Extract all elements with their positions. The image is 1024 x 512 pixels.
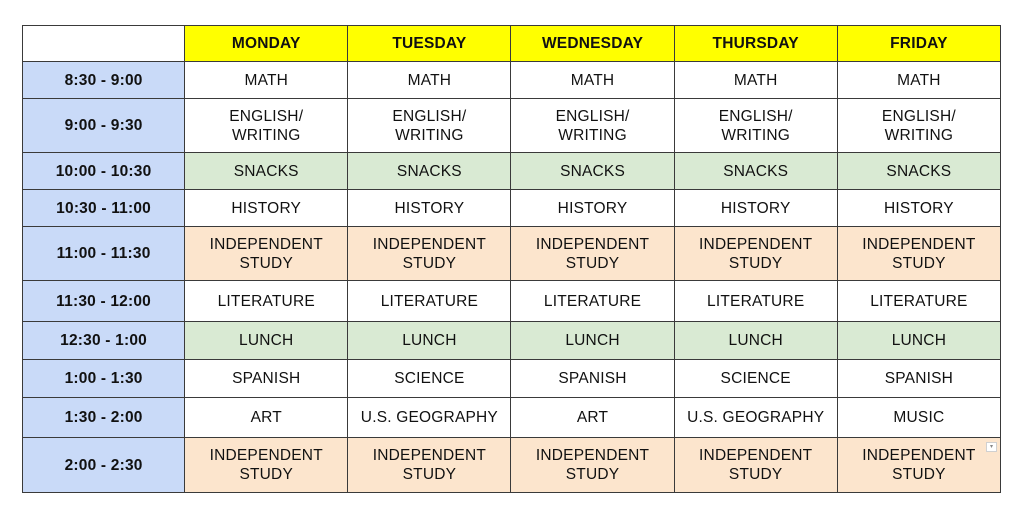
class-label: SCIENCE — [720, 370, 791, 387]
class-label: HISTORY — [557, 199, 628, 217]
day-header-friday[interactable]: FRIDAY — [837, 26, 1000, 62]
class-cell-thursday[interactable] — [674, 153, 837, 190]
class-label: HISTORY — [720, 199, 791, 217]
class-label: U.S. GEOGRAPHY — [360, 409, 498, 426]
class-label: SPANISH — [558, 370, 627, 387]
schedule-row — [23, 99, 1001, 153]
time-slot-cell[interactable]: 11:30 - 12:00 — [23, 281, 185, 322]
class-cell-monday[interactable] — [185, 360, 348, 398]
class-cell-friday[interactable] — [837, 190, 1000, 227]
schedule-body — [23, 62, 1001, 493]
class-label: HISTORY — [231, 199, 302, 217]
class-label: LUNCH — [565, 332, 620, 349]
time-slot-cell[interactable]: 12:30 - 1:00 — [23, 322, 185, 360]
time-slot-cell[interactable]: 1:30 - 2:00 — [23, 398, 185, 438]
class-label: INDEPENDENT — [699, 447, 813, 464]
schedule-row — [23, 281, 1001, 322]
class-cell-friday[interactable] — [837, 398, 1000, 438]
class-label: ENGLISH/ — [881, 107, 956, 125]
time-slot-cell[interactable]: 8:30 - 9:00 — [23, 62, 185, 99]
class-label: SPANISH — [232, 370, 301, 387]
class-label: WRITING — [231, 126, 301, 144]
class-label: INDEPENDENT — [372, 447, 487, 464]
schedule-row — [23, 438, 1001, 493]
class-label: MATH — [733, 71, 778, 89]
class-label: SNACKS — [560, 162, 626, 180]
class-cell-monday[interactable] — [185, 398, 348, 438]
schedule-row — [23, 398, 1001, 438]
schedule-row — [23, 322, 1001, 360]
class-cell-monday[interactable] — [185, 153, 348, 190]
class-label: ENGLISH/ — [718, 107, 793, 125]
schedule-row — [23, 153, 1001, 190]
time-slot-cell[interactable]: 2:00 - 2:30 — [23, 438, 185, 493]
class-cell-thursday[interactable] — [674, 281, 837, 322]
class-label: MATH — [407, 71, 452, 89]
schedule-row — [23, 227, 1001, 281]
class-cell-tuesday[interactable] — [348, 438, 511, 493]
day-header-wednesday[interactable]: WEDNESDAY — [511, 26, 674, 62]
class-label: LUNCH — [402, 332, 457, 349]
class-label: INDEPENDENT — [862, 447, 976, 464]
class-label: ENGLISH/ — [555, 107, 630, 125]
class-label: STUDY — [402, 254, 457, 272]
class-label: SNACKS — [233, 162, 299, 180]
class-label: INDEPENDENT — [209, 447, 323, 464]
class-label: STUDY — [402, 466, 457, 483]
class-cell-tuesday[interactable] — [348, 190, 511, 227]
class-cell-thursday[interactable] — [674, 398, 837, 438]
class-label: SNACKS — [396, 162, 462, 180]
class-cell-tuesday[interactable] — [348, 281, 511, 322]
class-label: INDEPENDENT — [372, 235, 487, 253]
class-cell-monday[interactable] — [185, 62, 348, 99]
class-label: LITERATURE — [543, 292, 642, 310]
time-slot-cell[interactable]: 10:00 - 10:30 — [23, 153, 185, 190]
class-label: INDEPENDENT — [862, 235, 976, 253]
class-label: INDEPENDENT — [535, 235, 650, 253]
class-label: ART — [576, 409, 609, 426]
class-label: LITERATURE — [217, 292, 315, 310]
class-label: U.S. GEOGRAPHY — [687, 409, 825, 426]
weekly-schedule-table — [22, 25, 1001, 493]
class-label: STUDY — [728, 254, 783, 272]
class-label: ENGLISH/ — [392, 107, 467, 125]
class-label: WRITING — [395, 126, 464, 144]
class-label: ART — [250, 409, 282, 426]
class-label: MUSIC — [893, 409, 945, 426]
class-cell-thursday[interactable] — [674, 99, 837, 153]
class-cell-friday[interactable] — [837, 62, 1000, 99]
class-label: LITERATURE — [870, 292, 968, 310]
class-cell-friday[interactable] — [837, 438, 1000, 493]
class-label: HISTORY — [884, 199, 954, 217]
class-label: STUDY — [565, 254, 620, 272]
class-cell-wednesday[interactable] — [511, 398, 674, 438]
class-label: WRITING — [721, 126, 790, 144]
class-cell-monday[interactable] — [185, 438, 348, 493]
class-cell-wednesday[interactable] — [511, 281, 674, 322]
class-cell-tuesday[interactable] — [348, 62, 511, 99]
day-header-monday[interactable]: MONDAY — [185, 26, 348, 62]
class-cell-friday[interactable] — [837, 281, 1000, 322]
class-label: STUDY — [565, 466, 620, 483]
class-label: MATH — [897, 71, 941, 89]
class-cell-tuesday[interactable] — [348, 153, 511, 190]
class-label: INDEPENDENT — [209, 235, 323, 253]
class-cell-friday[interactable] — [837, 360, 1000, 398]
class-label: STUDY — [892, 466, 946, 483]
class-cell-thursday[interactable] — [674, 322, 837, 360]
class-cell-thursday[interactable] — [674, 227, 837, 281]
class-cell-wednesday[interactable] — [511, 360, 674, 398]
class-cell-tuesday[interactable] — [348, 227, 511, 281]
class-cell-wednesday[interactable] — [511, 438, 674, 493]
class-label: STUDY — [892, 254, 946, 272]
class-cell-tuesday[interactable] — [348, 99, 511, 153]
class-label: STUDY — [239, 466, 293, 483]
header-row — [23, 26, 1001, 62]
class-cell-wednesday[interactable] — [511, 62, 674, 99]
class-label: STUDY — [728, 466, 783, 483]
corner-cell[interactable] — [23, 26, 185, 62]
class-label: STUDY — [239, 254, 293, 272]
class-label: INDEPENDENT — [699, 235, 813, 253]
class-label: MATH — [244, 71, 289, 89]
class-label: WRITING — [884, 126, 954, 144]
cell-dropdown-icon[interactable]: ▾ — [986, 442, 997, 452]
time-slot-cell[interactable]: 9:00 - 9:30 — [23, 99, 185, 153]
class-cell-monday[interactable] — [185, 227, 348, 281]
class-label: INDEPENDENT — [535, 447, 650, 464]
class-cell-monday[interactable] — [185, 322, 348, 360]
class-cell-friday[interactable] — [837, 99, 1000, 153]
time-slot-cell[interactable]: 1:00 - 1:30 — [23, 360, 185, 398]
class-label: MATH — [570, 71, 615, 89]
class-label: LITERATURE — [380, 292, 479, 310]
class-cell-friday[interactable] — [837, 153, 1000, 190]
class-cell-thursday[interactable] — [674, 360, 837, 398]
class-cell-thursday[interactable] — [674, 62, 837, 99]
class-cell-wednesday[interactable] — [511, 153, 674, 190]
class-label: HISTORY — [394, 199, 465, 217]
class-cell-wednesday[interactable] — [511, 99, 674, 153]
class-cell-monday[interactable] — [185, 190, 348, 227]
time-slot-cell[interactable]: 10:30 - 11:00 — [23, 190, 185, 227]
class-cell-tuesday[interactable] — [348, 398, 511, 438]
class-cell-tuesday[interactable] — [348, 360, 511, 398]
class-cell-monday[interactable] — [185, 281, 348, 322]
class-cell-monday[interactable] — [185, 99, 348, 153]
class-label: LUNCH — [239, 332, 294, 349]
class-label: SCIENCE — [394, 370, 465, 387]
class-label: WRITING — [558, 126, 627, 144]
class-label: SNACKS — [886, 162, 952, 180]
schedule-row — [23, 190, 1001, 227]
schedule-row — [23, 62, 1001, 99]
class-cell-tuesday[interactable] — [348, 322, 511, 360]
class-label: LITERATURE — [707, 292, 805, 310]
day-header-thursday[interactable]: THURSDAY — [674, 26, 837, 62]
class-cell-friday[interactable] — [837, 322, 1000, 360]
class-label: LUNCH — [728, 332, 783, 349]
class-cell-thursday[interactable] — [674, 190, 837, 227]
class-cell-wednesday[interactable] — [511, 227, 674, 281]
time-slot-cell[interactable]: 11:00 - 11:30 — [23, 227, 185, 281]
class-cell-wednesday[interactable] — [511, 322, 674, 360]
class-cell-thursday[interactable] — [674, 438, 837, 493]
day-header-tuesday[interactable]: TUESDAY — [348, 26, 511, 62]
class-label: ENGLISH/ — [229, 107, 304, 125]
class-label: SPANISH — [884, 370, 954, 387]
schedule-row — [23, 360, 1001, 398]
class-cell-friday[interactable] — [837, 227, 1000, 281]
class-label: SNACKS — [723, 162, 789, 180]
class-label: LUNCH — [891, 332, 947, 349]
class-cell-wednesday[interactable] — [511, 190, 674, 227]
